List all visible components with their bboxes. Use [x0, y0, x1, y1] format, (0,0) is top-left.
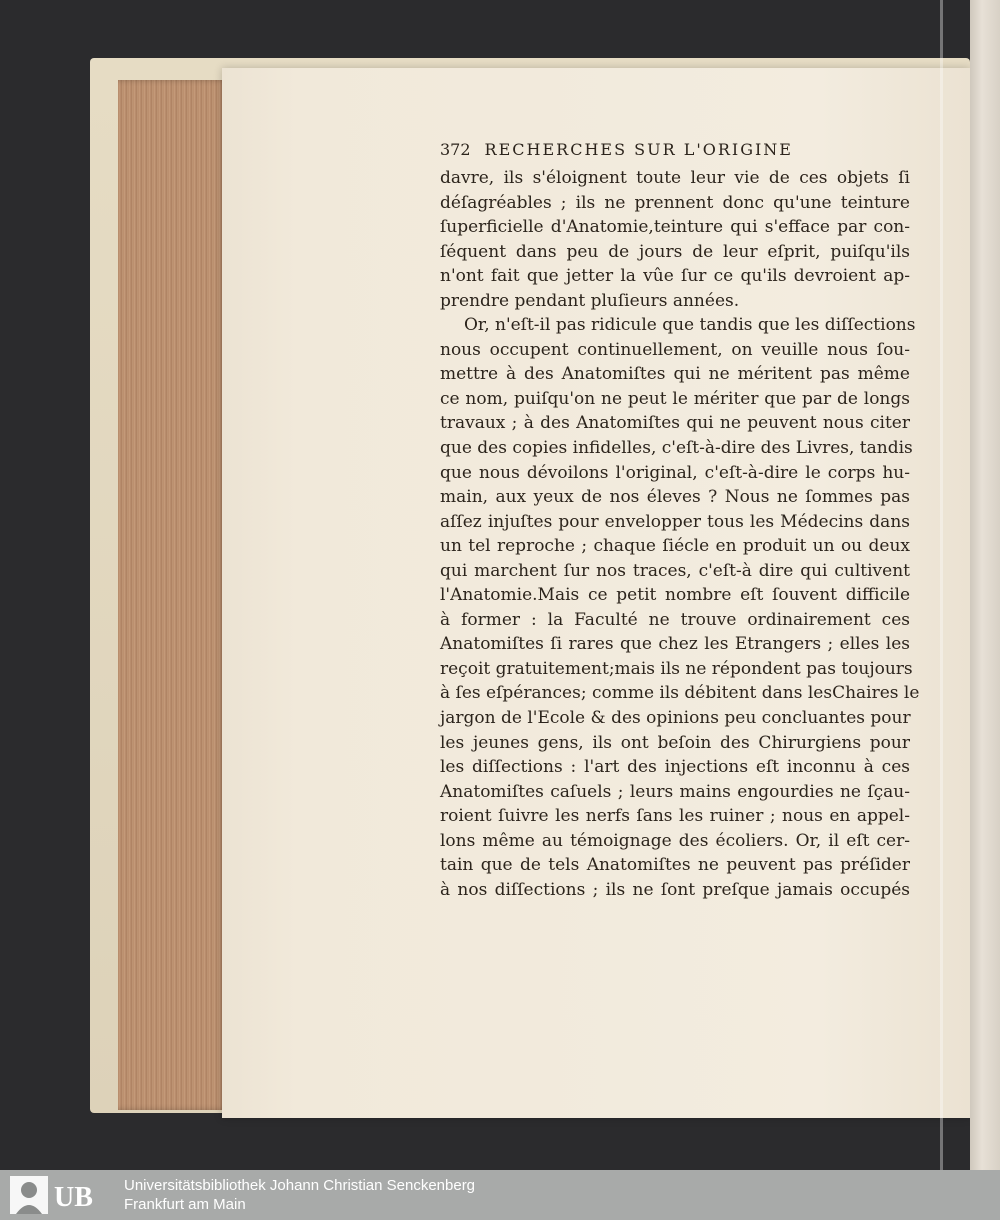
- text-line: aſſez injuſtes pour envelopper tous les Médecins dans: [440, 511, 910, 532]
- text-line: reçoit gratuitement;mais ils ne répondent pas toujours: [440, 658, 913, 679]
- text-line: travaux ; à des Anatomiſtes qui ne peuvent nous citer: [440, 413, 910, 434]
- text-line: qui marchent ſur nos traces, c'eſt-à dire qui cultivent: [440, 560, 910, 581]
- institution-city: Frankfurt am Main: [124, 1196, 246, 1213]
- text-line: lons même au témoignage des écoliers. Or, il eſt cer-: [440, 830, 910, 851]
- text-line: que des copies infidelles, c'eſt-à-dire des Livres, tandis: [440, 438, 913, 459]
- text-line: jargon de l'Ecole & des opinions peu concluantes pour: [440, 708, 911, 729]
- svg-text:UB: UB: [54, 1182, 93, 1213]
- text-line: ſéquent dans peu de jours de leur eſprit, puiſqu'ils: [440, 241, 910, 262]
- glass-reflection: [940, 0, 943, 1170]
- library-footer: [0, 1170, 1000, 1220]
- text-line: l'Anatomie.Mais ce petit nombre eſt ſouvent difficile: [440, 585, 910, 606]
- text-line: prendre pendant pluſieurs années.: [440, 290, 740, 311]
- running-header: [440, 140, 910, 166]
- facing-page-edge: [970, 0, 1000, 1170]
- text-line: un tel reproche ; chaque ſiécle en produit un ou deux: [440, 536, 910, 557]
- page-number: 372: [440, 140, 471, 159]
- text-line: que nous dévoilons l'original, c'eſt-à-dire le corps hu-: [440, 462, 910, 483]
- text-line: main, aux yeux de nos éleves ? Nous ne ſommes pas: [440, 487, 910, 508]
- text-line: les jeunes gens, ils ont beſoin des Chirurgiens pour: [440, 732, 910, 753]
- text-line: Anatomiſtes ſi rares que chez les Etrangers ; elles les: [440, 634, 910, 655]
- text-line: davre, ils s'éloignent toute leur vie de ces objets ſi: [440, 168, 910, 188]
- text-line: ſuperficielle d'Anatomie,teinture qui s'efface par con-: [440, 217, 910, 238]
- text-line: à ſes eſpérances; comme ils débitent dans lesChaires le: [440, 683, 920, 704]
- text-line: n'ont fait que jetter la vûe ſur ce qu'ils devroient ap-: [440, 266, 910, 287]
- text-line: à nos diſſections ; ils ne ſont preſque jamais occupés: [440, 879, 910, 900]
- text-line: à former : la Faculté ne trouve ordinairement ces: [440, 609, 910, 630]
- page-edges: [118, 80, 228, 1110]
- text-line: Or, n'eſt-il pas ridicule que tandis que les diſſections: [464, 315, 916, 336]
- text-line: nous occupent continuellement, on veuille nous ſou-: [440, 339, 910, 360]
- running-head-title: RECHERCHES SUR L'ORIGINE: [484, 140, 793, 159]
- text-line: déſagréables ; ils ne prennent donc qu'une teinture: [440, 192, 910, 213]
- text-line: roient ſuivre les nerfs ſans les ruiner ; nous en appel-: [440, 806, 910, 827]
- footer-text: [124, 1176, 475, 1214]
- text-line: les diſſections : l'art des injections eſt inconnu à ces: [440, 757, 910, 778]
- text-line: tain que de tels Anatomiſtes ne peuvent pas préſider: [440, 855, 910, 876]
- institution-name: Universitätsbibliothek Johann Christian Senckenberg: [124, 1177, 476, 1194]
- text-line: ce nom, puiſqu'on ne peut le mériter que par de longs: [440, 388, 910, 409]
- text-line: Anatomiſtes caſuels ; leurs mains engourdies ne ſçau-: [440, 781, 910, 802]
- text-line: mettre à des Anatomiſtes qui ne méritent pas même: [440, 364, 910, 385]
- page-text: [440, 140, 920, 902]
- ub-logo-icon[interactable]: [4, 1174, 116, 1216]
